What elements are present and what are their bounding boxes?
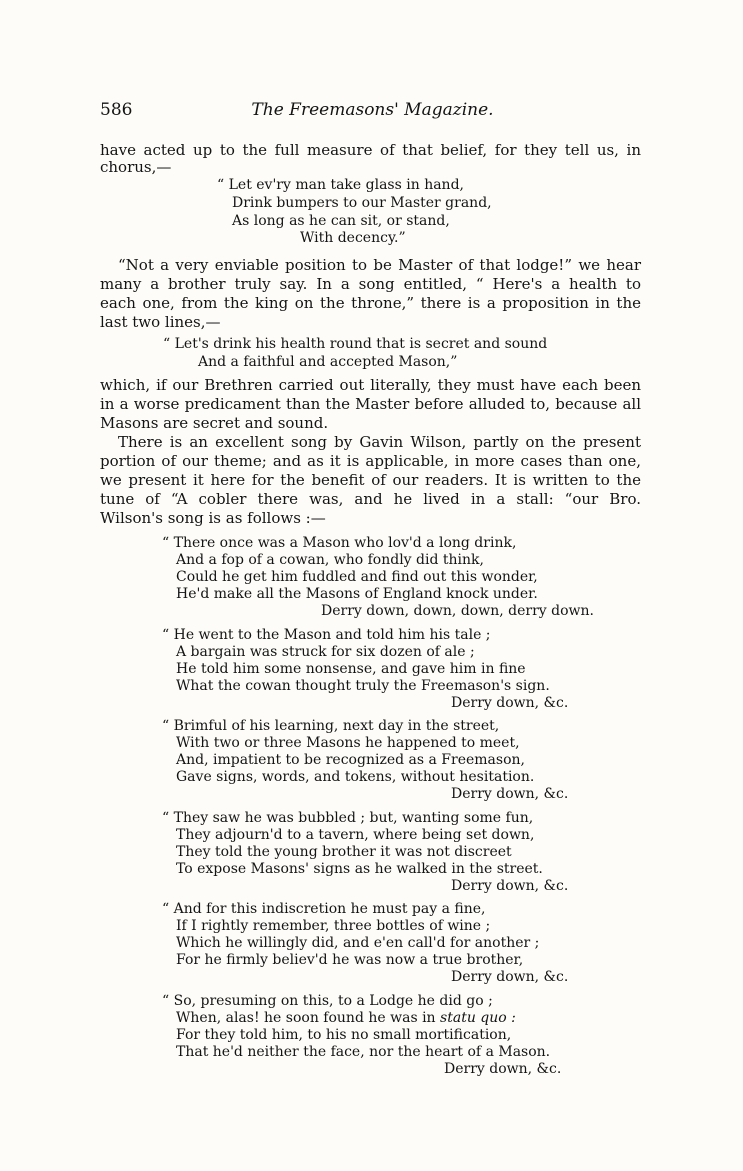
verse-line: With decency.” — [300, 230, 406, 246]
body-line: in a worse predicament than the Master before alluded to, because all — [100, 395, 641, 413]
verse-line: With two or three Masons he happened to meet, — [176, 735, 520, 751]
verse-line: “ He went to the Mason and told him his tale ; — [162, 627, 491, 643]
verse-line: “ There once was a Mason who lov'd a long drink, — [162, 535, 517, 551]
body-line: chorus,— — [100, 158, 172, 176]
body-line: we present it here for the benefit of our readers. It is written to the — [100, 471, 641, 489]
verse-line: He told him some nonsense, and gave him in fine — [176, 661, 526, 677]
verse-line: To expose Masons' signs as he walked in the street. — [176, 861, 543, 877]
body-line: each one, from the king on the throne,” there is a proposition in the — [100, 294, 641, 312]
verse-line: For he firmly believ'd he was now a true brother, — [176, 952, 524, 968]
body-line: portion of our theme; and as it is applicable, in more cases than one, — [100, 452, 641, 470]
verse-line: They told the young brother it was not discreet — [176, 844, 512, 860]
verse-line: If I rightly remember, three bottles of wine ; — [176, 918, 491, 934]
verse-line: Drink bumpers to our Master grand, — [232, 195, 492, 211]
body-line: “Not a very enviable position to be Master of that lodge!” we hear — [118, 256, 641, 274]
verse-line: And a fop of a cowan, who fondly did think, — [176, 552, 484, 568]
refrain: Derry down, &c. — [451, 878, 569, 894]
refrain: Derry down, down, down, derry down. — [321, 603, 594, 619]
verse-line: “ And for this indiscretion he must pay a fine, — [162, 901, 486, 917]
refrain: Derry down, &c. — [451, 695, 569, 711]
page-header — [100, 100, 645, 128]
refrain: Derry down, &c. — [451, 969, 569, 985]
verse-line: A bargain was struck for six dozen of ale ; — [176, 644, 475, 660]
verse-line: For they told him, to his no small mortification, — [176, 1027, 512, 1043]
body-line: have acted up to the full measure of that belief, for they tell us, in — [100, 141, 641, 159]
verse-line: “ Let ev'ry man take glass in hand, — [217, 177, 464, 193]
verse-line — [176, 1010, 516, 1027]
verse-line: And a faithful and accepted Mason,” — [198, 354, 458, 370]
body-line: many a brother truly say. In a song entitled, “ Here's a health to — [100, 275, 641, 293]
body-line: which, if our Brethren carried out literally, they must have each been — [100, 376, 641, 394]
body-line: There is an excellent song by Gavin Wilson, partly on the present — [118, 433, 641, 451]
verse-line: As long as he can sit, or stand, — [232, 213, 450, 229]
verse-text: When, alas! he soon found he was in — [176, 1010, 441, 1026]
verse-line: And, impatient to be recognized as a Freemason, — [176, 752, 525, 768]
italic-phrase: statu quo : — [440, 1010, 516, 1026]
refrain: Derry down, &c. — [451, 786, 569, 802]
body-line: Wilson's song is as follows :— — [100, 509, 326, 527]
verse-line: He'd make all the Masons of England knock under. — [176, 586, 538, 602]
body-line: Masons are secret and sound. — [100, 414, 329, 432]
verse-line: “ So, presuming on this, to a Lodge he did go ; — [162, 993, 493, 1009]
verse-line: That he'd neither the face, nor the heart of a Mason. — [176, 1044, 551, 1060]
verse-line: Could he get him fuddled and find out this wonder, — [176, 569, 538, 585]
body-line: last two lines,— — [100, 313, 221, 331]
verse-line: They adjourn'd to a tavern, where being set down, — [176, 827, 535, 843]
verse-line: Gave signs, words, and tokens, without hesitation. — [176, 769, 535, 785]
verse-line: What the cowan thought truly the Freemason's sign. — [176, 678, 550, 694]
verse-line: Which he willingly did, and e'en call'd for another ; — [176, 935, 540, 951]
running-title: The Freemasons' Magazine. — [251, 100, 494, 120]
verse-line: “ They saw he was bubbled ; but, wanting some fun, — [162, 810, 534, 826]
verse-line: “ Let's drink his health round that is secret and sound — [163, 336, 548, 352]
refrain: Derry down, &c. — [444, 1061, 562, 1077]
page-number: 586 — [100, 100, 133, 120]
verse-line: “ Brimful of his learning, next day in the street, — [162, 718, 500, 734]
body-line: tune of “A cobler there was, and he lived in a stall: “our Bro. — [100, 490, 641, 508]
